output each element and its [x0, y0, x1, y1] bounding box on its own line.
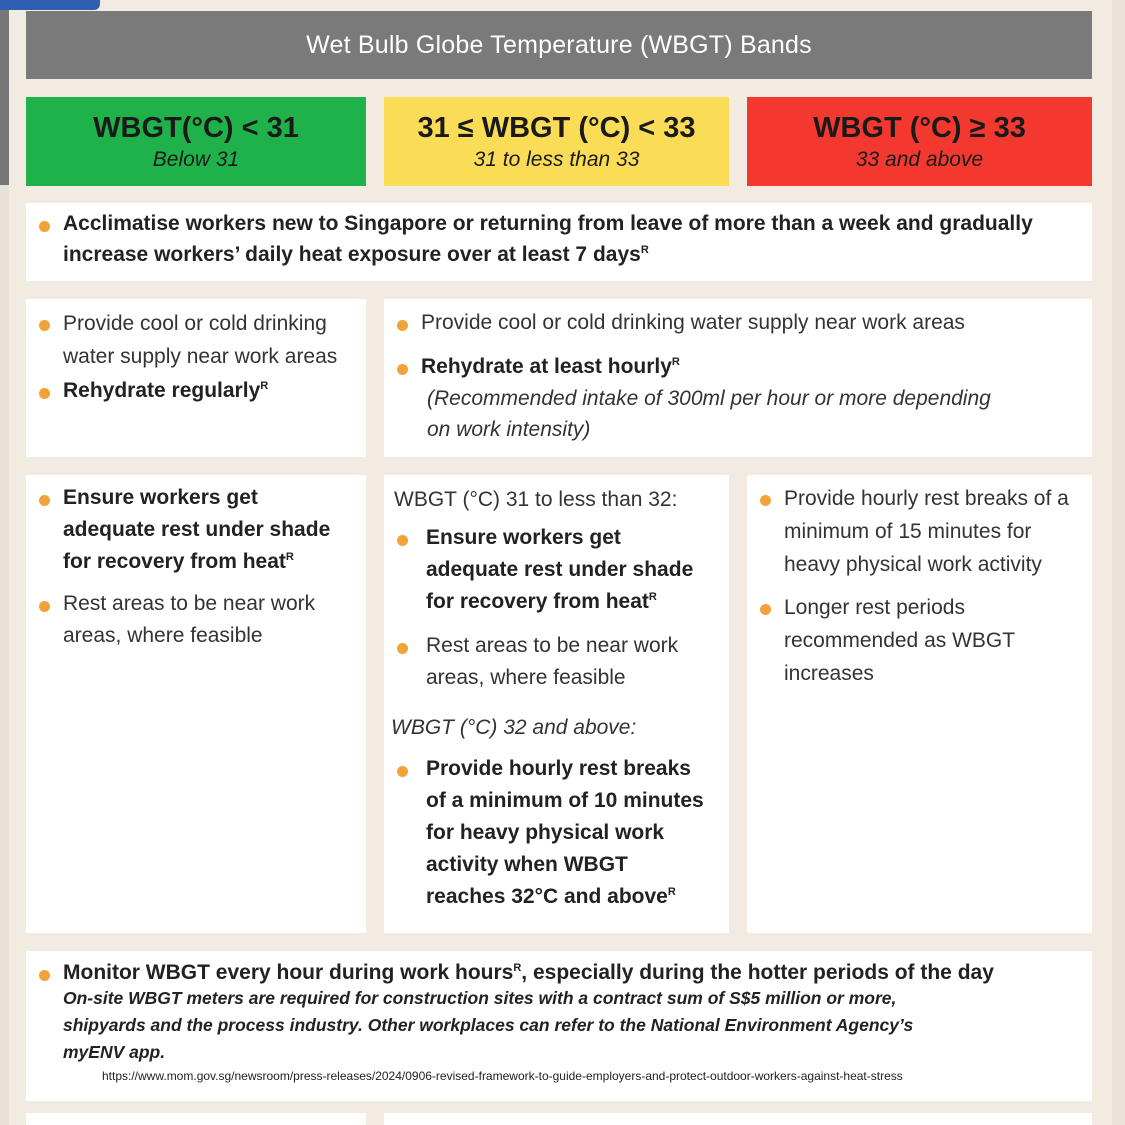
- rest-item-breaks: [384, 753, 729, 913]
- rest-areas-line-1: Rest areas to be near work: [63, 592, 316, 615]
- band-31-to-33: [384, 97, 729, 186]
- monitor-line-a: Monitor WBGT every hour during work hours: [63, 961, 514, 984]
- monitor-line-b: , especially during the hotter periods of the day: [521, 961, 994, 984]
- acclimatise-card: [26, 203, 1092, 281]
- monitor-note-line-1: On-site WBGT meters are required for construction sites with a contract sum of S$5 million or more,: [63, 988, 897, 1008]
- acclimatise-line-2: increase workers’ daily heat exposure over at least 7 days: [63, 243, 641, 266]
- rest-item-areas: [26, 588, 366, 652]
- band-sublabel: Below 31: [152, 147, 240, 171]
- hydration-note: [384, 383, 1092, 445]
- rest-mid-heading-2: WBGT (°C) 32 and above:: [391, 716, 637, 739]
- next-row-card-right: [384, 1113, 1092, 1125]
- band-below-31: [26, 97, 366, 186]
- rest-line-1: Ensure workers get: [63, 486, 258, 509]
- page-title: Wet Bulb Globe Temperature (WBGT) Bands: [26, 11, 1092, 79]
- rest-item-breaks: [747, 482, 1092, 581]
- rest-breaks-line-3: heavy physical work activity: [784, 553, 1042, 576]
- hydration-rehydrate-text: Rehydrate regularly: [63, 379, 261, 402]
- rest-line-3: for recovery from heat: [63, 550, 286, 573]
- rest-areas-line-1: Rest areas to be near work: [426, 634, 679, 657]
- rest-line-2: adequate rest under shade: [426, 558, 694, 581]
- rest-breaks-line-1: Provide hourly rest breaks of a: [784, 487, 1069, 510]
- hydration-rehydrate-text: Rehydrate at least hourly: [421, 355, 672, 378]
- rest-longer-line-1: Longer rest periods: [784, 596, 965, 619]
- monitor-card: [26, 951, 1092, 1101]
- rest-line-2: adequate rest under shade: [63, 518, 331, 541]
- band-label: WBGT(°C) < 31: [93, 111, 299, 144]
- reference-mark: R: [285, 551, 294, 563]
- rest-breaks-line-2: minimum of 15 minutes for: [784, 520, 1032, 543]
- hydration-card-low: [26, 299, 366, 457]
- rest-card-mid: [384, 475, 729, 933]
- right-edge-strip: [1112, 0, 1125, 1125]
- band-label: 31 ≤ WBGT (°C) < 33: [417, 111, 696, 144]
- rest-breaks-line-1: Provide hourly rest breaks: [426, 757, 691, 780]
- monitor-note: [26, 985, 1092, 1066]
- rest-longer-line-2: recommended as WBGT: [784, 629, 1016, 652]
- hydration-line-2: water supply near work areas: [63, 345, 338, 368]
- hydration-item-water: [26, 307, 366, 373]
- reference-mark: R: [648, 591, 657, 603]
- hydration-note-line-1: (Recommended intake of 300ml per hour or more depending: [427, 387, 991, 410]
- rest-mid-heading-1: WBGT (°C) 31 to less than 32:: [394, 488, 678, 511]
- band-sublabel: 31 to less than 33: [473, 147, 640, 171]
- reference-mark: R: [640, 244, 649, 256]
- monitor-item: [26, 957, 1092, 989]
- rest-item-longer: [747, 591, 1092, 690]
- reference-mark: R: [671, 356, 680, 368]
- rest-item-shade: [26, 482, 366, 578]
- hydration-line-1: Provide cool or cold drinking: [63, 312, 327, 335]
- hydration-card-high: [384, 299, 1092, 457]
- rest-breaks-line-5: reaches 32°C and above: [426, 885, 668, 908]
- source-url: https://www.mom.gov.sg/newsroom/press-releases/2024/0906-revised-framework-to-guide-employers-and-protect-outdoor-workers-against-heat-stress: [102, 1069, 903, 1083]
- reference-mark: R: [260, 380, 269, 392]
- top-edge-decoration: [0, 0, 100, 10]
- reference-mark: R: [667, 886, 676, 898]
- hydration-item-rehydrate: [384, 351, 1092, 383]
- rest-card-low: [26, 475, 366, 933]
- rest-card-high: [747, 475, 1092, 933]
- monitor-note-line-2: shipyards and the process industry. Other workplaces can refer to the National Environment Agency’s: [63, 1015, 914, 1035]
- rest-breaks-line-3: for heavy physical work: [426, 821, 665, 844]
- rest-breaks-line-4: activity when WBGT: [426, 853, 628, 876]
- monitor-note-line-3: myENV app.: [63, 1042, 166, 1062]
- rest-line-1: Ensure workers get: [426, 526, 621, 549]
- next-row-card-left: [26, 1113, 366, 1125]
- band-label: WBGT (°C) ≥ 33: [813, 111, 1026, 144]
- band-sublabel: 33 and above: [855, 147, 984, 171]
- left-edge-strip: [0, 0, 9, 1125]
- rest-areas-line-2: areas, where feasible: [426, 666, 626, 689]
- hydration-item-rehydrate: [26, 375, 366, 407]
- rest-areas-line-2: areas, where feasible: [63, 624, 263, 647]
- band-33-and-above: [747, 97, 1092, 186]
- rest-breaks-line-2: of a minimum of 10 minutes: [426, 789, 704, 812]
- rest-longer-line-3: increases: [784, 662, 874, 685]
- rest-item-shade: [384, 522, 729, 618]
- rest-line-3: for recovery from heat: [426, 590, 649, 613]
- acclimatise-item: [26, 208, 1082, 270]
- reference-mark: R: [513, 962, 522, 974]
- hydration-note-line-2: on work intensity): [427, 418, 591, 441]
- rest-item-areas: [384, 630, 729, 694]
- acclimatise-line-1: Acclimatise workers new to Singapore or returning from leave of more than a week and gradually: [63, 212, 1033, 235]
- hydration-item-water: Provide cool or cold drinking water supply near work areas: [384, 307, 1092, 339]
